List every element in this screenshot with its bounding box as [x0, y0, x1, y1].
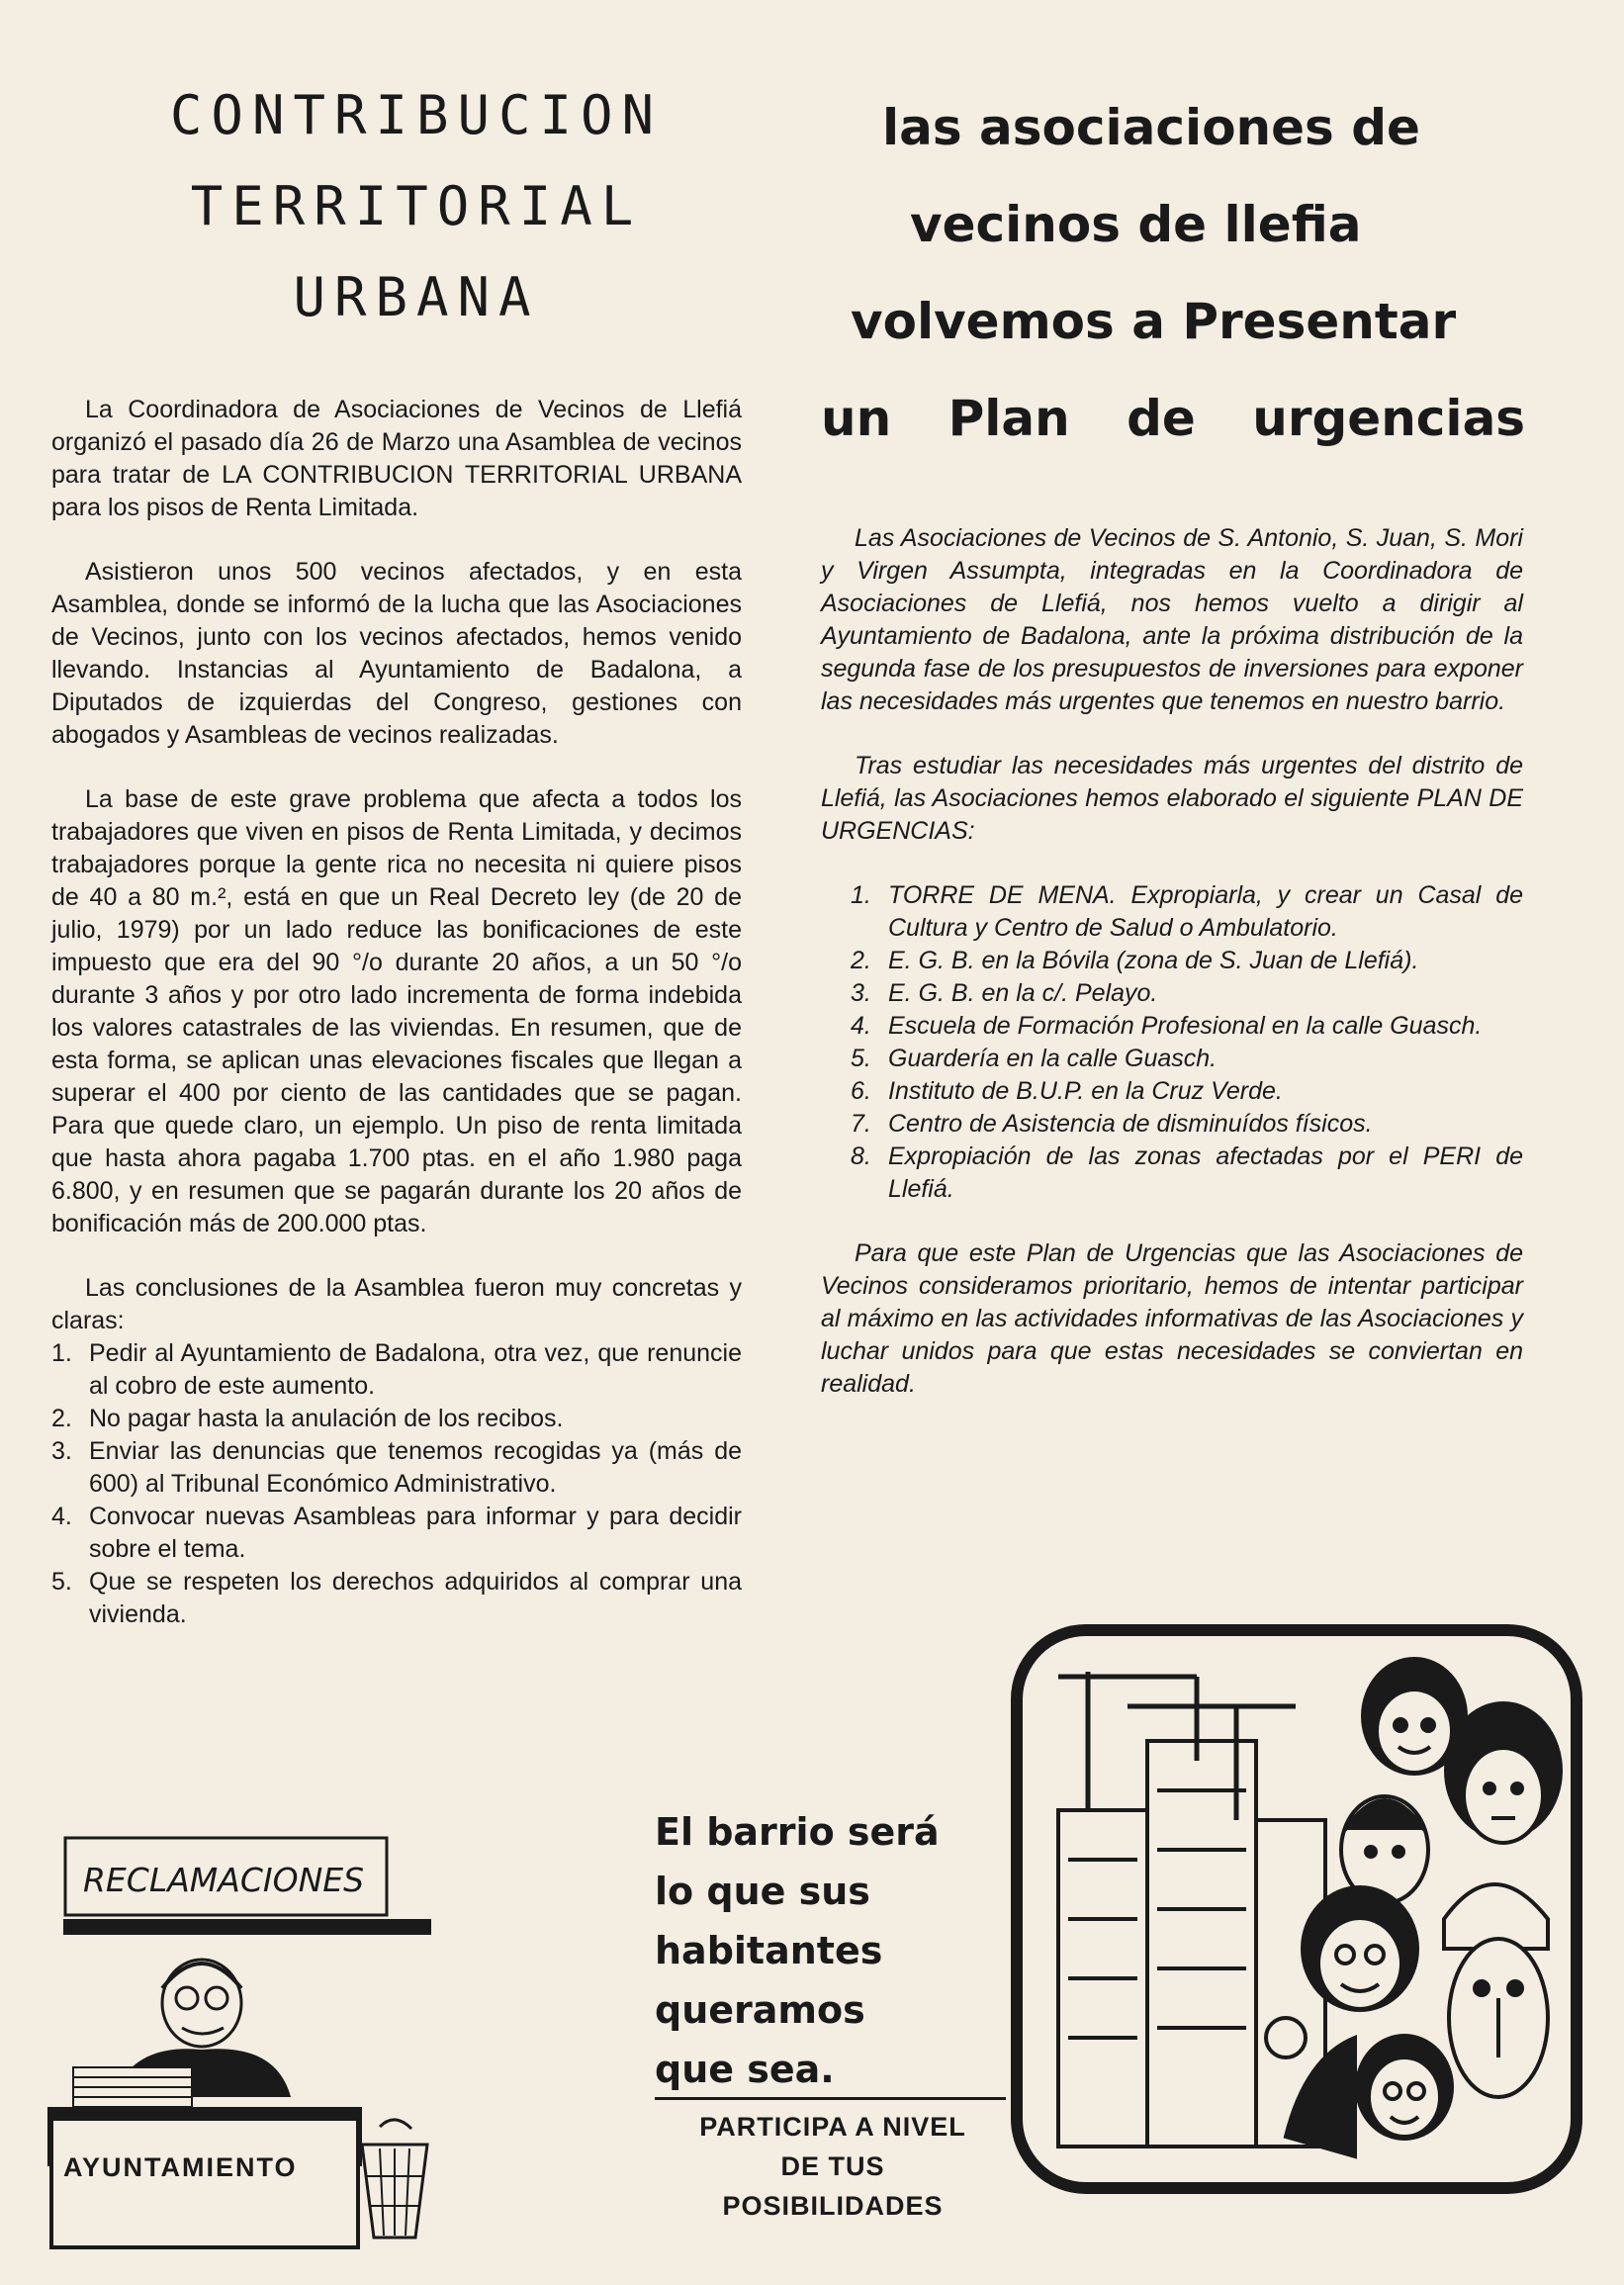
closing-paragraph: Para que este Plan de Urgencias que las Asociaciones de Vecinos consideramos prioritario, hemos de intentar participar al máximo en las actividades informativas de las Asociaciones y luchar unidos para que estas necesidades se conviertan en realidad. [821, 1239, 1523, 1398]
conclusions-list [51, 1337, 742, 1631]
list-item: 2. No pagar hasta la anulación de los recibos. [51, 1405, 564, 1432]
slogan-line: lo que sus [655, 1870, 870, 1913]
crumpled-paper [380, 2120, 411, 2129]
desk-label: AYUNTAMIENTO [63, 2152, 298, 2182]
urgencies-list [851, 879, 1523, 1206]
list-item: 7. Centro de Asistencia de disminuídos físicos. [851, 1110, 1373, 1138]
paragraph-2: Asistieron unos 500 vecinos afectados, y en esta Asamblea, donde se informó de la lucha que las Asociaciones de Vecinos, junto con los vecinos afectados, hemos venido llevando. Instancias al Ayuntamiento de Badalona, a Diputados de izquierdas del Congreso, gestiones con abogados y Asambleas de vecinos realizadas. [51, 558, 742, 749]
list-item: 4. Escuela de Formación Profesional en la calle Guasch. [851, 1012, 1483, 1040]
raised-hand [1266, 2018, 1306, 2057]
neighbours-cartoon [1009, 1622, 1584, 2196]
slogan-line: habitantes [655, 1929, 883, 1972]
list-item: 1. Pedir al Ayuntamiento de Badalona, otra vez, que renuncie al cobro de este aumento. [51, 1339, 742, 1400]
slogan-line: queramos [655, 1988, 865, 2032]
headline-line-1: las asociaciones de [882, 99, 1420, 156]
person-4-face [1318, 1918, 1401, 2009]
title-line-3: URBANA [293, 266, 540, 328]
slogan-line: El barrio será [655, 1810, 940, 1854]
list-item: 3. Enviar las denuncias que tenemos recogidas ya (más de 600) al Tribunal Económico Administrativo. [51, 1437, 742, 1498]
paragraph-4: Las conclusiones de la Asamblea fueron muy concretas y claras: [51, 1274, 742, 1334]
left-article [51, 79, 742, 1631]
desk-front [51, 2119, 358, 2247]
slogan-divider [655, 2097, 1006, 2100]
participa-line: POSIBILIDADES [722, 2191, 944, 2221]
list-item: 5. Guardería en la calle Guasch. [851, 1045, 1218, 1072]
participa-line: DE TUS [780, 2151, 885, 2181]
list-item: 1. TORRE DE MENA. Expropiarla, y crear un Casal de Cultura y Centro de Salud o Ambulatorio. [851, 881, 1523, 942]
cartoon-drawing [44, 1830, 439, 2255]
intro-paragraph-2: Tras estudiar las necesidades más urgentes del distrito de Llefiá, las Asociaciones hemos elaborado el siguiente PLAN DE URGENCIAS: [821, 752, 1523, 845]
participa-line: PARTICIPA A NIVEL [699, 2112, 966, 2142]
reclamaciones-cartoon [44, 1830, 439, 2255]
article-title [51, 79, 742, 352]
headline-line-4: un Plan de urgencias [821, 390, 1526, 447]
list-item: 8. Expropiación de las zonas afectadas por el PERI de Llefiá. [851, 1142, 1523, 1203]
right-article [821, 79, 1526, 1432]
intro-paragraph-1: Las Asociaciones de Vecinos de S. Antonio, S. Juan, S. Mori y Virgen Assumpta, integradas en la Coordinadora de Asociaciones de Llefiá, nos hemos vuelto a dirigir al Ayuntamiento de Badalona, ante la próxima distribución de la segunda fase de los presupuestos de inversiones para exponer las necesidades más urgentes que tenemos en nuestro barrio. [821, 524, 1523, 715]
slogan [655, 1802, 951, 2099]
participa-callout [655, 2107, 1011, 2226]
slogan-line: que sea. [655, 2048, 835, 2091]
list-item: 3. E. G. B. en la c/. Pelayo. [851, 979, 1158, 1007]
window-bar [63, 1919, 431, 1935]
list-item: 2. E. G. B. en la Bóvila (zona de S. Juan de Llefiá). [851, 947, 1419, 974]
title-line-2: TERRITORIAL [190, 175, 643, 237]
person-2-face [1464, 1748, 1543, 1843]
list-item: 6. Instituto de B.U.P. en la Cruz Verde. [851, 1077, 1283, 1105]
title-line-1: CONTRIBUCION [169, 84, 664, 146]
paragraph-1: La Coordinadora de Asociaciones de Vecinos de Llefiá organizó el pasado día 26 de Marzo una Asamblea de vecinos para tratar de LA CONTRIBUCION TERRITORIAL URBANA para los pisos de Renta Limitada. [51, 396, 742, 521]
headline-line-2: vecinos de llefia [910, 196, 1362, 253]
headline-line-3: volvemos a Presentar [851, 293, 1457, 350]
list-item: 5. Que se respeten los derechos adquiridos al comprar una vivienda. [51, 1568, 742, 1628]
sign-text: RECLAMACIONES [83, 1861, 365, 1899]
list-item: 4. Convocar nuevas Asambleas para informar y para decidir sobre el tema. [51, 1503, 742, 1563]
headline [821, 79, 1526, 467]
bleed-through-decoration [752, 138, 779, 264]
paragraph-3: La base de este grave problema que afecta a todos los trabajadores que viven en pisos de Renta Limitada, y decimos trabajadores porque la gente rica no necesita ni quiere pisos de 40 a 80 m.², está en que un Real Decreto ley (de 20 de julio, 1979) por un lado reduce las bonificaciones de este impuesto que era del 90 °/o durante 20 años, a un 50 °/o durante 3 años y por otro lado incrementa de forma indebida los valores catastrales de las viviendas. En resumen, que de esta forma, se aplican unas elevaciones fiscales que llegan a superar el 400 por ciento de las cantidades que se pagan. Para que quede claro, un ejemplo. Un piso de renta limitada que hasta ahora pagaba 1.700 ptas. en el año 1.980 paga 6.800, y en resumen que se pagarán durante los 20 años de bonificación más de 200.000 ptas. [51, 785, 742, 1237]
person-1-face [1377, 1690, 1452, 1773]
cartoon-illustration [1009, 1622, 1584, 2196]
